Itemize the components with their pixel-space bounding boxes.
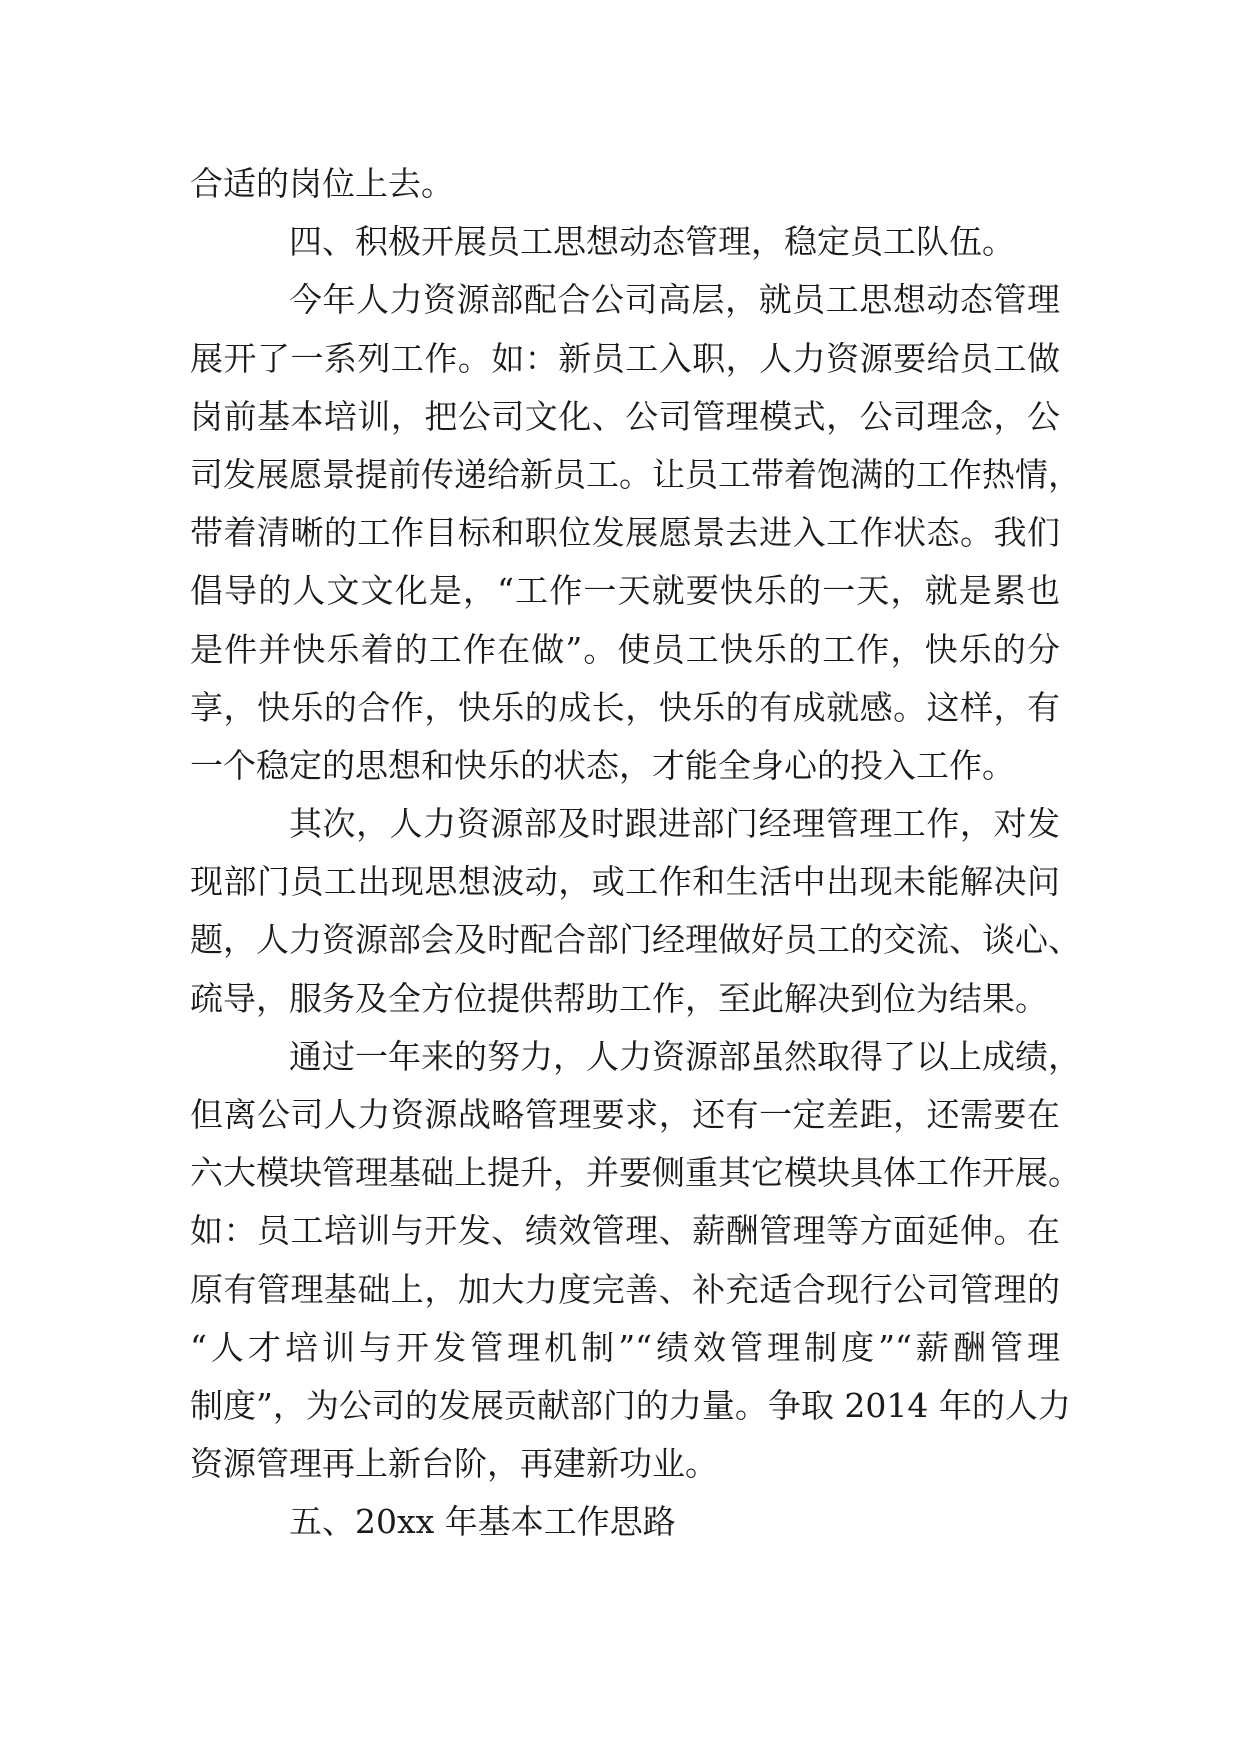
text-line: 司发展愿景提前传递给新员工。让员工带着饱满的工作热情， [190,454,1081,494]
text-line: 今年人力资源部配合公司高层，就员工思想动态管理 [289,280,1060,320]
document-page [190,155,1081,1552]
text-line: 展开了一系列工作。如：新员工入职，人力资源要给员工做 [190,338,1060,378]
text-line: 是件并快乐着的工作在做”。使员工快乐的工作，快乐的分 [190,629,1060,669]
section-heading: 五、20xx 年基本工作思路 [289,1502,676,1542]
text-line: 享，快乐的合作，快乐的成长，快乐的有成就感。这样，有 [190,687,1060,727]
text-line: “人才培训与开发管理机制”“绩效管理制度”“薪酬管理 [190,1327,1060,1367]
text-line: 其次，人力资源部及时跟进部门经理管理工作，对发 [289,804,1060,844]
text-line: 倡导的人文文化是，“工作一天就要快乐的一天，就是累也 [190,571,1060,611]
text-line: 现部门员工出现思想波动，或工作和生活中出现未能解决问 [190,862,1060,902]
text-line: 制度”，为公司的发展贡献部门的力量。争取 2014 年的人力 [190,1385,1071,1425]
text-line: 带着清晰的工作目标和职位发展愿景去进入工作状态。我们 [190,513,1060,553]
text-line: 六大模块管理基础上提升，并要侧重其它模块具体工作开展。 [190,1153,1081,1193]
text-line: 通过一年来的努力，人力资源部虽然取得了以上成绩， [289,1036,1081,1076]
text-line: 原有管理基础上，加大力度完善、补充适合现行公司管理的 [190,1269,1060,1309]
text-line: 资源管理再上新台阶，再建新功业。 [190,1444,718,1484]
section-heading: 四、积极开展员工思想动态管理，稳定员工队伍。 [289,222,1015,262]
text-line: 疏导，服务及全方位提供帮助工作，至此解决到位为结果。 [190,978,1048,1018]
text-line: 但离公司人力资源战略管理要求，还有一定差距，还需要在 [190,1095,1060,1134]
text-line: 岗前基本培训，把公司文化、公司管理模式，公司理念，公 [190,396,1060,436]
text-line: 如：员工培训与开发、绩效管理、薪酬管理等方面延伸。在 [190,1211,1060,1251]
text-line: 合适的岗位上去。 [190,164,454,203]
text-line: 一个稳定的思想和快乐的状态，才能全身心的投入工作。 [190,745,1015,785]
text-line: 题，人力资源部会及时配合部门经理做好员工的交流、谈心、 [190,920,1081,960]
